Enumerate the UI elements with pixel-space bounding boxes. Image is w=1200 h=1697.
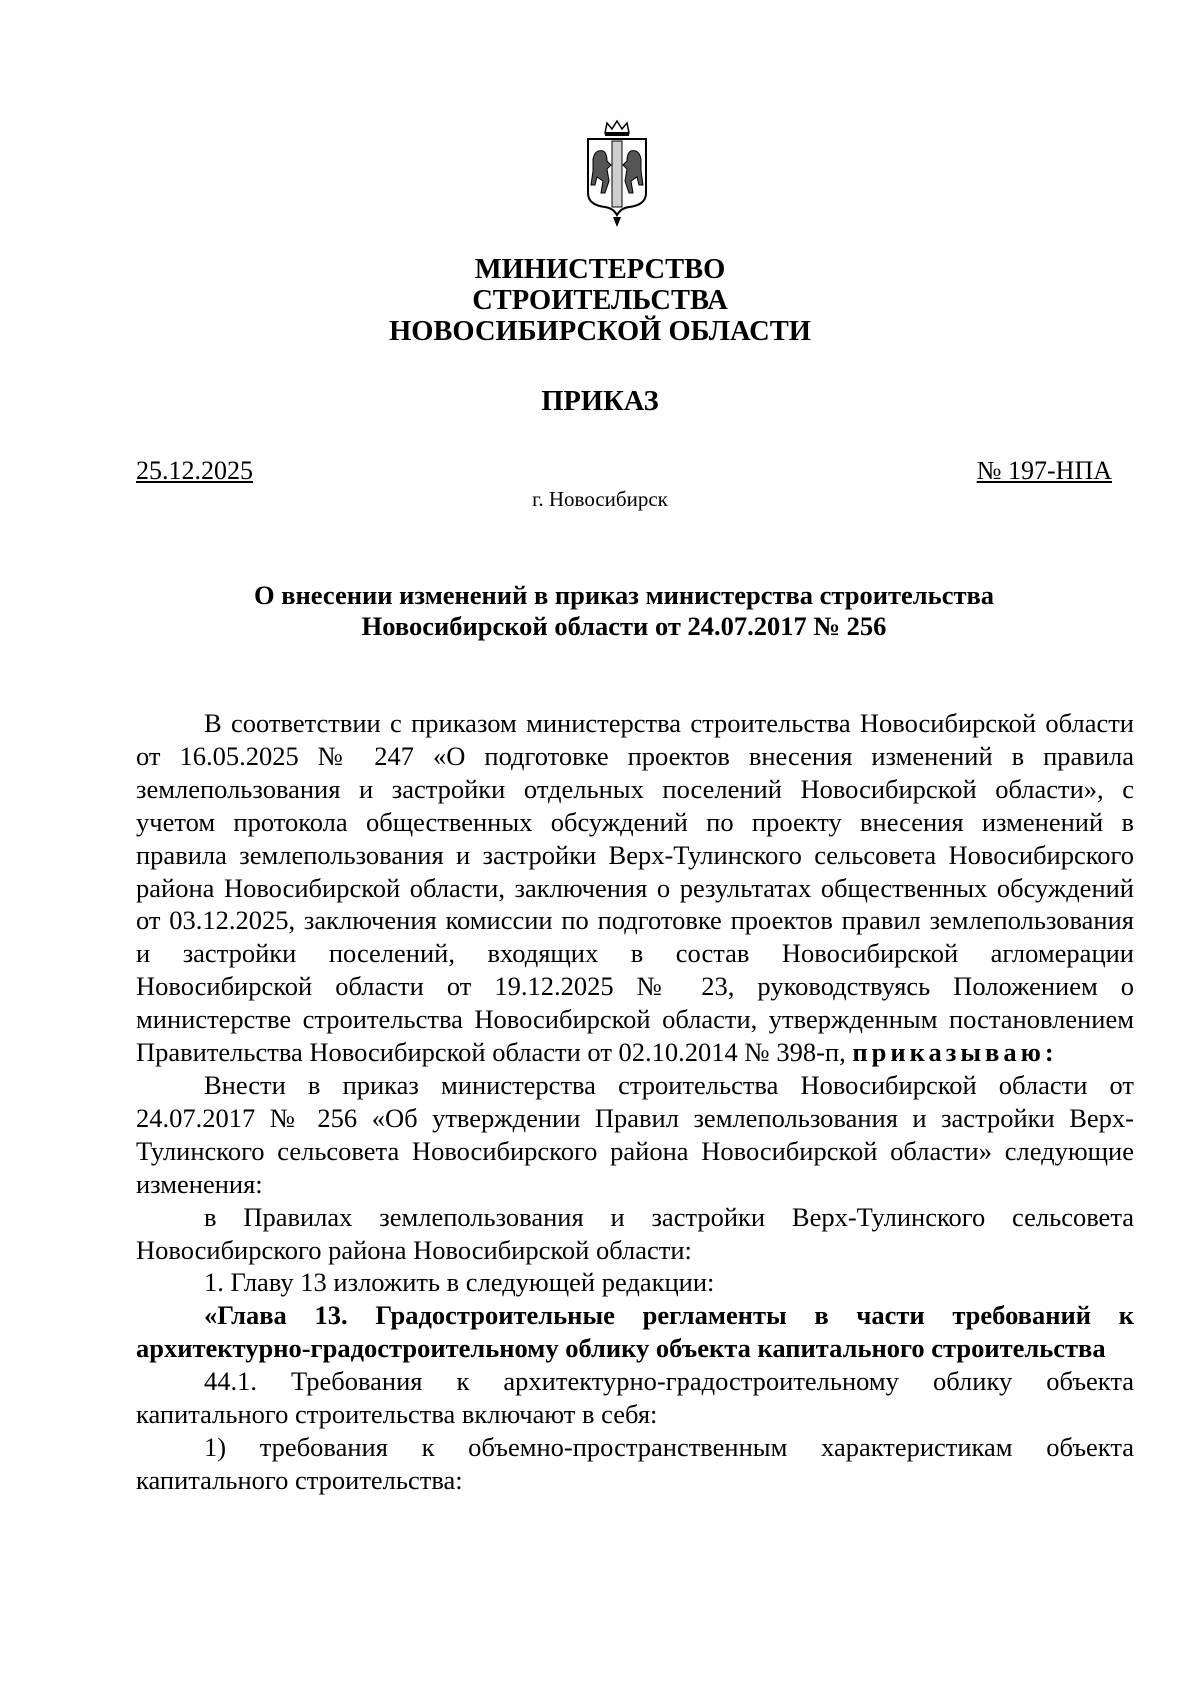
coat-of-arms-icon <box>585 119 649 229</box>
paragraph-44-1: 44.1. Требования к архитектурно-градостроительному облику объекта капитального строительства включают в себя: <box>136 1366 1134 1430</box>
ministry-name-line2: СТРОИТЕЛЬСТВА <box>472 285 728 316</box>
ministry-name <box>0 254 1200 347</box>
order-word: приказываю: <box>852 1037 1058 1068</box>
ministry-name-line1: МИНИСТЕРСТВО <box>474 254 726 285</box>
paragraph-rules: в Правилах землепользования и застройки Верх-Тулинского сельсовета Новосибирского района Новосибирской области: <box>136 1201 1134 1265</box>
ministry-name-line3: НОВОСИБИРСКОЙ ОБЛАСТИ <box>389 316 811 347</box>
paragraph-subitem-1: 1) требования к объемно-пространственным характеристикам объекта капитального строительства: <box>136 1431 1134 1495</box>
document-title-line1: О внесении изменений в приказ министерства строительства <box>253 580 995 610</box>
paragraph-amendment: Внести в приказ министерства строительства Новосибирской области от 24.07.2017 № 256 «Об утверждении Правил землепользования и застройки Верх-Тулинского сельсовета Новосибирского района Новосибирской области» следующие изменения: <box>136 1069 1134 1199</box>
preamble-text: В соответствии с приказом министерства строительства Новосибирской области от 16.05.2025 № 247 «О подготовке проектов внесения изменений в правила землепользования и застройки отдельных поселений Новосибирской области», с учетом протокола общественных обсуждений по проекту внесения изменений в правила землепользования и застройки Верх-Тулинского сельсовета Новосибирского района Новосибирской области, заключения о результатах общественных обсуждений от 03.12.2025, заключения комиссии по подготовке проектов правил землепользования и застройки поселений, входящих в состав Новосибирской агломерации Новосибирской области от 19.12.2025 № 23, руководствуясь Положением о министерстве строительства Новосибирской области, утвержденным постановлением Правительства Новосибирской области от 02.10.2014 № 398-п, <box>136 708 1134 1068</box>
document-title <box>136 580 1112 642</box>
document-title-line2: Новосибирской области от 24.07.2017 № 256 <box>361 611 887 641</box>
paragraph-preamble <box>136 707 1134 1069</box>
paragraph-item-1: 1. Главу 13 изложить в следующей редакции: <box>204 1267 715 1298</box>
document-date: 25.12.2025 <box>136 456 253 485</box>
document-type: ПРИКАЗ <box>541 386 659 417</box>
chapter-heading: «Глава 13. Градостроительные регламенты в части требований к архитектурно-градостроительному облику объекта капитального строительства <box>136 1300 1134 1364</box>
document-number: № 197-НПА <box>976 456 1112 485</box>
document-body <box>136 707 1134 1497</box>
document-city: г. Новосибирск <box>532 487 668 511</box>
